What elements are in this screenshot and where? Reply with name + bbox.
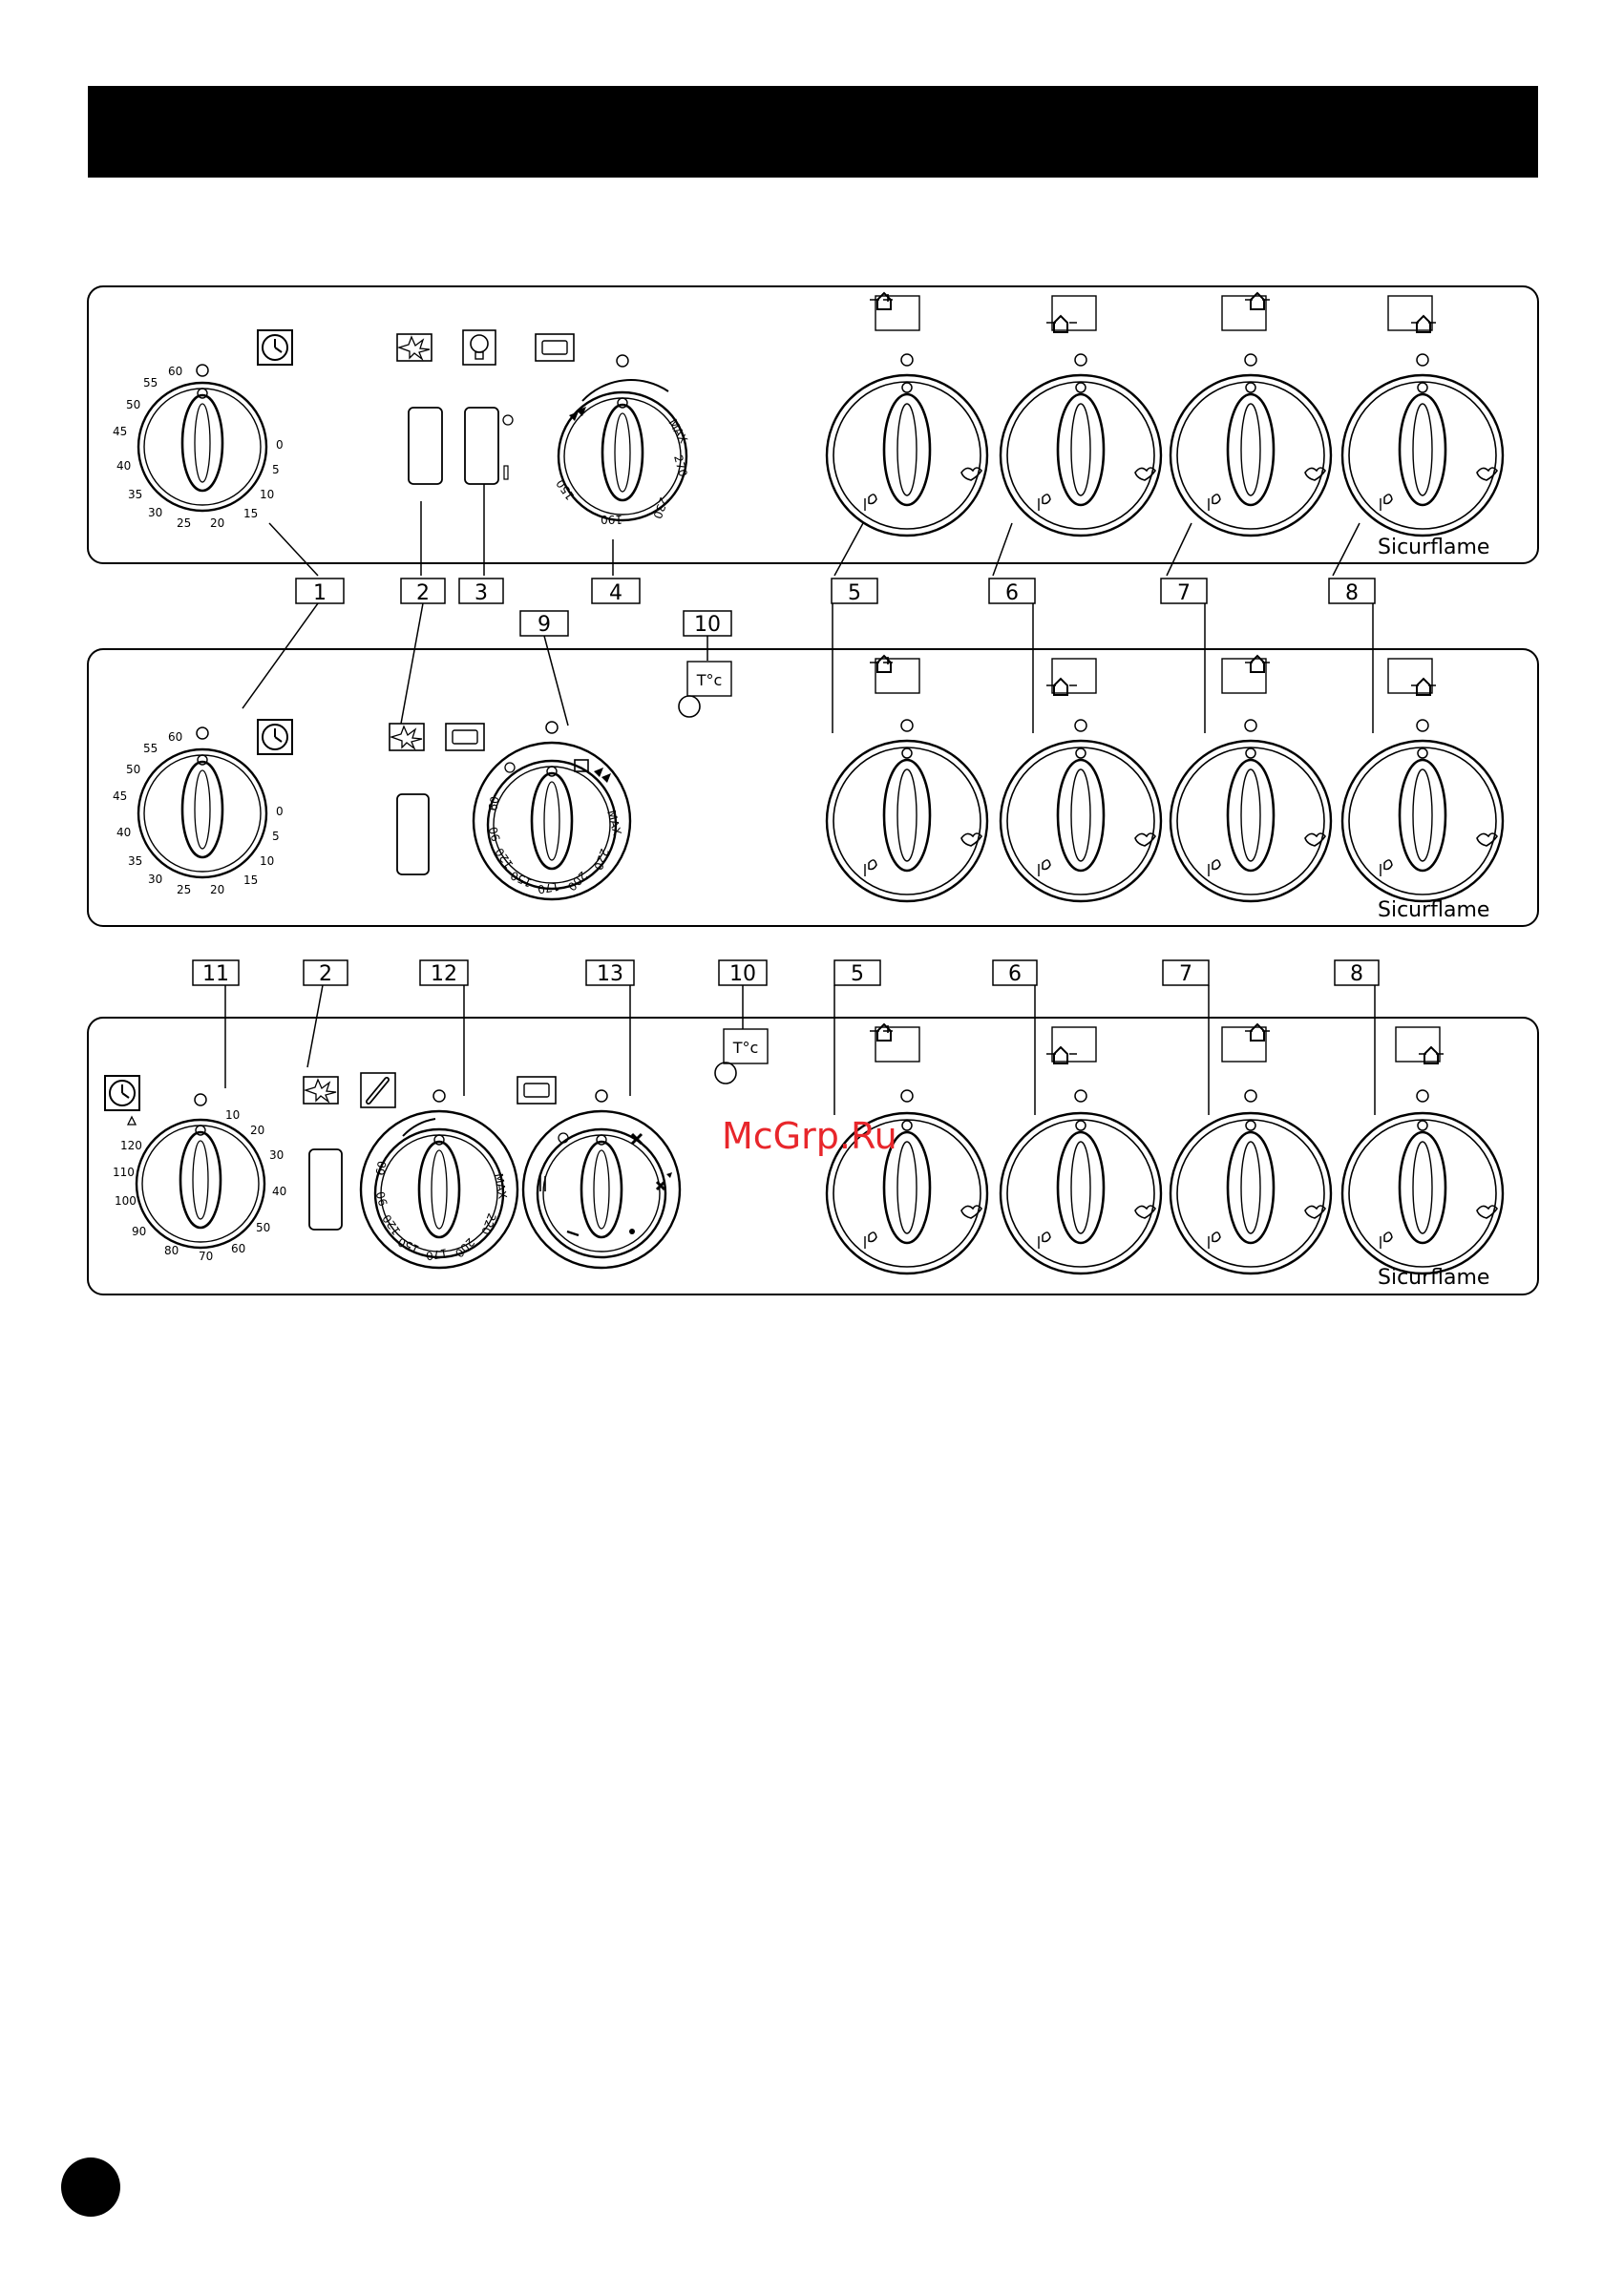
burner-pos-icon — [1046, 659, 1096, 695]
burner-pos-icon — [1388, 659, 1436, 695]
callout-10: 10 — [694, 613, 721, 637]
svg-text:120: 120 — [379, 1211, 404, 1238]
oven-scale-label: 150 — [553, 476, 578, 503]
svg-text:90: 90 — [132, 1225, 147, 1238]
callout-2: 2 — [319, 962, 332, 986]
timer-scale-label: 45 — [113, 425, 128, 438]
svg-text:60: 60 — [168, 730, 183, 744]
svg-text:MAX: MAX — [492, 1172, 510, 1200]
panel-1 — [88, 286, 1538, 563]
svg-text:10: 10 — [225, 1108, 241, 1122]
burner-pos-icon — [870, 293, 919, 330]
oven-scale-label: 270 — [671, 453, 690, 478]
panel-2-burners[interactable] — [827, 656, 1503, 901]
svg-text:120: 120 — [492, 845, 517, 872]
panel-1-timer — [113, 330, 292, 530]
svg-text:220: 220 — [478, 1210, 499, 1237]
oven-scale-label: 230 — [650, 495, 671, 521]
callout-13: 13 — [597, 962, 623, 986]
callout-9: 9 — [538, 613, 551, 637]
brand-label: Sicurflame — [1378, 898, 1490, 922]
burner-pos-icon — [1222, 1024, 1270, 1062]
timer-scale-label: 15 — [243, 507, 259, 520]
oven-window-icon — [517, 1077, 556, 1104]
svg-text:150: 150 — [508, 868, 535, 890]
svg-text:200: 200 — [452, 1234, 477, 1260]
svg-text:110: 110 — [113, 1166, 135, 1179]
callout-7: 7 — [1177, 581, 1191, 605]
probe-icon — [361, 1073, 395, 1107]
callout-10: 10 — [729, 962, 756, 986]
callout-6: 6 — [1005, 581, 1019, 605]
brand-label: Sicurflame — [1378, 1266, 1490, 1290]
svg-text:MAX: MAX — [604, 809, 624, 837]
burner-pos-icon — [870, 1024, 919, 1062]
svg-text:90: 90 — [373, 1189, 390, 1208]
svg-text:30: 30 — [269, 1148, 285, 1162]
spark-icon — [304, 1077, 338, 1104]
svg-text:150: 150 — [395, 1234, 422, 1256]
clock-icon — [258, 720, 292, 754]
svg-text:70: 70 — [199, 1250, 214, 1263]
oven-window-icon — [536, 334, 574, 361]
oven-scale-label: MAX — [665, 416, 690, 446]
svg-text:120: 120 — [120, 1139, 142, 1152]
callout-8: 8 — [1345, 581, 1359, 605]
ignition-button[interactable] — [397, 794, 429, 874]
svg-text:10: 10 — [260, 854, 275, 868]
callout-2: 2 — [416, 581, 430, 605]
svg-text:60: 60 — [486, 795, 502, 812]
svg-text:45: 45 — [113, 789, 128, 803]
callout-5: 5 — [848, 581, 861, 605]
svg-text:200: 200 — [564, 868, 590, 894]
burner-pos-icon — [1222, 293, 1270, 330]
svg-text:50: 50 — [256, 1221, 271, 1234]
panel-2 — [88, 649, 1538, 926]
oven-window-icon — [446, 724, 484, 750]
watermark: McGrp.Ru — [722, 1115, 897, 1157]
burner-pos-icon — [1388, 296, 1436, 332]
callout-6: 6 — [1008, 962, 1022, 986]
panel-1-oven-dial[interactable] — [554, 355, 690, 526]
timer-scale-label: 55 — [143, 376, 158, 389]
timer-scale-label: 10 — [260, 488, 275, 501]
svg-text:170: 170 — [536, 879, 560, 896]
burner-pos-icon — [1396, 1027, 1444, 1063]
panel-2-oven-dial[interactable] — [474, 722, 630, 899]
ignition-button[interactable] — [409, 408, 442, 484]
timer-scale-label: 20 — [210, 516, 225, 530]
callout-4: 4 — [609, 581, 622, 605]
burner-pos-icon — [1046, 296, 1096, 332]
timer-scale-label: 60 — [168, 365, 183, 378]
clock-icon — [105, 1076, 139, 1110]
timer-scale-label: 25 — [177, 516, 192, 530]
svg-text:50: 50 — [126, 763, 141, 776]
burner-pos-icon — [1222, 656, 1270, 693]
ignition-button[interactable] — [309, 1149, 342, 1230]
lamp-icon — [463, 330, 496, 365]
panel-1-burners[interactable] — [827, 293, 1503, 536]
svg-text:170: 170 — [424, 1246, 449, 1263]
svg-text:60: 60 — [373, 1160, 390, 1177]
svg-text:5: 5 — [272, 830, 280, 843]
burner-pos-icon — [870, 656, 919, 693]
svg-text:60: 60 — [231, 1242, 246, 1255]
svg-text:40: 40 — [116, 826, 132, 839]
callout-7: 7 — [1179, 962, 1192, 986]
spark-icon — [390, 724, 424, 750]
timer-scale-label: 40 — [116, 459, 132, 473]
callouts-bottom — [193, 960, 1379, 1115]
brand-label: Sicurflame — [1378, 536, 1490, 559]
svg-text:80: 80 — [164, 1244, 179, 1257]
svg-text:0: 0 — [276, 805, 284, 818]
callout-5: 5 — [851, 962, 864, 986]
temp-indicator — [679, 662, 731, 717]
spark-icon — [397, 334, 432, 361]
panel-3-timer — [113, 1094, 286, 1263]
svg-text:90: 90 — [486, 825, 503, 843]
callout-3: 3 — [475, 581, 488, 605]
svg-text:15: 15 — [243, 873, 259, 887]
svg-text:35: 35 — [128, 854, 143, 868]
svg-text:40: 40 — [272, 1185, 287, 1198]
callout-11: 11 — [202, 962, 229, 986]
oven-scale-label: 190 — [601, 513, 622, 526]
svg-text:55: 55 — [143, 742, 158, 755]
page-marker — [61, 2157, 120, 2217]
timer-scale-label: 30 — [148, 506, 163, 519]
panel-2-timer — [113, 720, 292, 896]
temp-indicator — [715, 1029, 768, 1084]
panel-3-function-dial[interactable] — [523, 1090, 680, 1268]
timer-scale-label: 35 — [128, 488, 143, 501]
svg-text:100: 100 — [115, 1194, 137, 1208]
timer-scale-label: 50 — [126, 398, 141, 411]
light-button[interactable] — [465, 408, 498, 484]
svg-text:25: 25 — [177, 883, 192, 896]
panel-3-oven-dial[interactable] — [361, 1090, 517, 1268]
svg-text:30: 30 — [148, 873, 163, 886]
svg-text:T°c: T°c — [696, 671, 723, 689]
svg-text:T°c: T°c — [732, 1039, 759, 1057]
timer-scale-label: 5 — [272, 463, 280, 476]
callout-8: 8 — [1350, 962, 1363, 986]
timer-scale-label: 0 — [276, 438, 284, 452]
callout-1: 1 — [313, 581, 327, 605]
callout-12: 12 — [431, 962, 457, 986]
svg-text:20: 20 — [210, 883, 225, 896]
clock-icon — [258, 330, 292, 365]
svg-text:20: 20 — [250, 1124, 265, 1137]
svg-text:220: 220 — [591, 846, 612, 873]
panel-3-burners[interactable] — [827, 1024, 1503, 1273]
burner-pos-icon — [1046, 1027, 1096, 1063]
